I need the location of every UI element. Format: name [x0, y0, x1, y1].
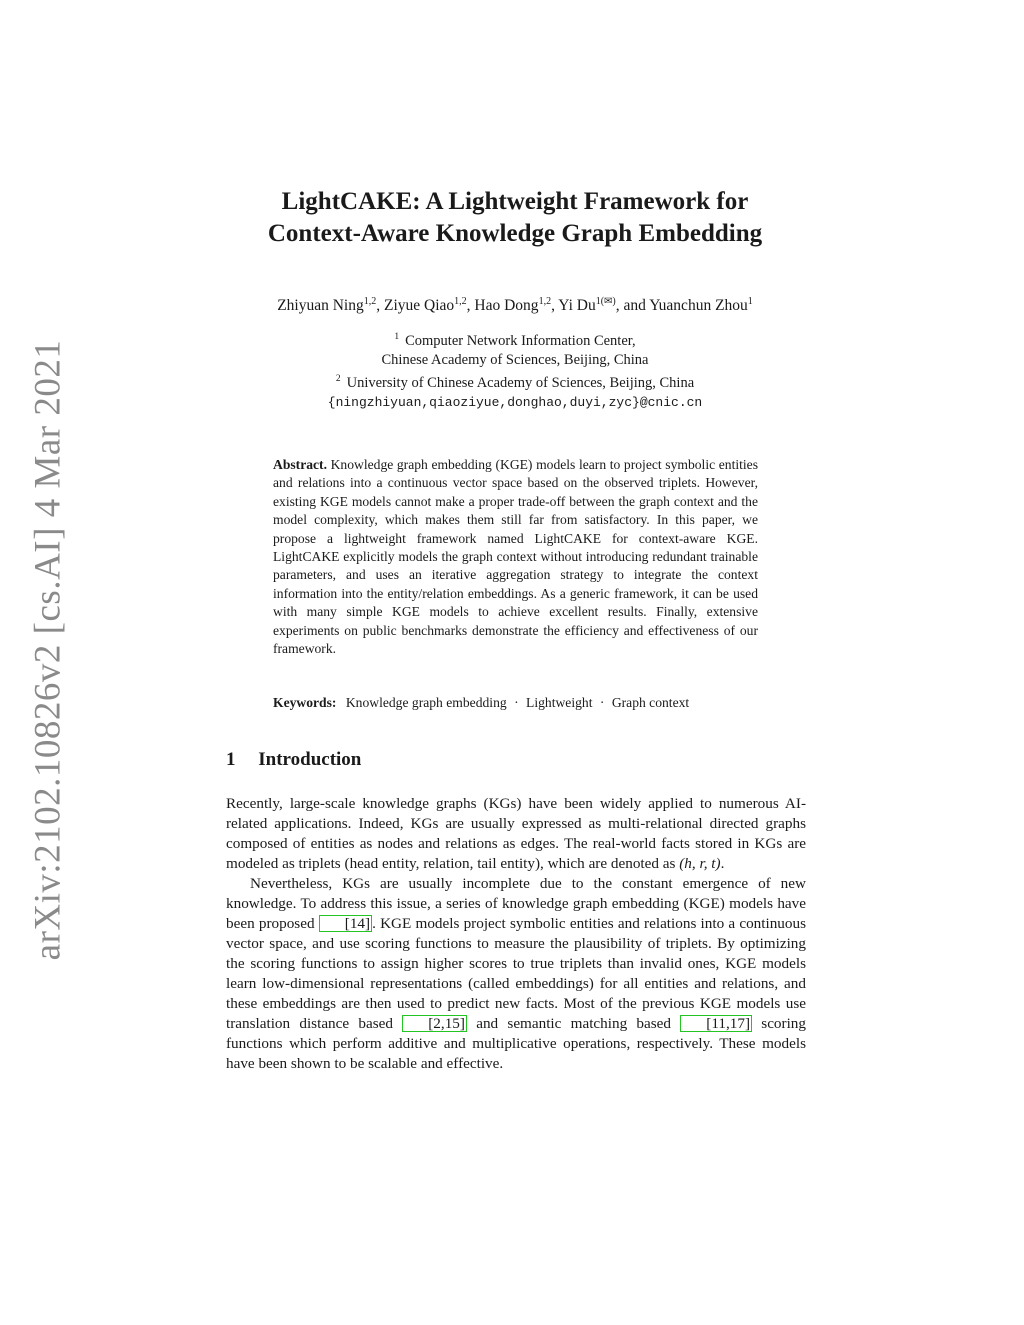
- author-emails: {ningzhiyuan,qiaoziyue,donghao,duyi,zyc}@cnic.cn: [327, 394, 703, 410]
- paper-title: [200, 186, 830, 250]
- author: Zhiyuan Ning$^{1,2}$,: [277, 296, 384, 315]
- paragraph-2: Nevertheless, KGs are usually incomplete due to the constant emergence of new knowledge. To address this issue, a series of knowledge graph embedding (KGE) models have been proposed [14] . KGE models project symbolic entities and relations into a continuous vector space, and use scoring functions to measure the plausibility of triplets. By optimizing the scoring functions to assign higher scores to true triplets than invalid ones, KGE models learn low-dimensional representations (called embeddings) for all entities and relations, and these embeddings are then used to predict new facts. Most of the previous KGE models use translation distance based [2,15] and semantic matching based [11,17] scoring functions which perform additive and multiplicative operations, respectively. These models have been shown to be scalable and effective.: [226, 875, 806, 1072]
- title-line-2: Context-Aware Knowledge Graph Embedding: [267, 220, 763, 247]
- citation-link[interactable]: [2,15]: [402, 1015, 467, 1032]
- author: Ziyue Qiao$^{1,2}$,: [383, 296, 475, 315]
- keyword: Lightweight: [526, 695, 593, 710]
- keywords: [273, 694, 758, 712]
- affiliation-2: $^2$ University of Chinese Academy of Sciences, Beijing, China: [335, 373, 695, 391]
- affiliation-1-line-2: Chinese Academy of Sciences, Beijing, China: [381, 351, 649, 368]
- arxiv-identifier-text: arXiv:2102.10826v2 [cs.AI] 4 Mar 2021: [27, 339, 69, 961]
- section-number: 1: [226, 749, 236, 770]
- keywords-label: Keywords:: [273, 695, 337, 710]
- citation-link[interactable]: [14]: [319, 915, 372, 932]
- triplet-notation: (h, r, t): [679, 855, 721, 872]
- keyword: Graph context: [611, 695, 690, 710]
- author: Yuanchun Zhou$^1$: [649, 296, 753, 315]
- section-title: Introduction: [258, 749, 362, 770]
- keyword-separator: ·: [599, 695, 605, 710]
- section-body: [226, 794, 806, 1074]
- citation-link[interactable]: [11,17]: [680, 1015, 752, 1032]
- abstract-label: Abstract.: [273, 457, 327, 472]
- affiliation-1-line-1: $^1$ Computer Network Information Center,: [394, 332, 636, 349]
- section-heading: [226, 748, 361, 772]
- author: Hao Dong$^{1,2}$,: [474, 296, 559, 315]
- keyword: Knowledge graph embedding: [345, 695, 507, 710]
- abstract-text: Knowledge graph embedding (KGE) models learn to project symbolic entities and relations into a continuous vector space based on the observed triplets. However, existing KGE models cannot make a proper trade-off between the graph context and the model complexity, which makes them still far from satisfactory. In this paper, we propose a lightweight framework named LightCAKE for context-aware KGE. LightCAKE explicitly models the graph context without introducing redundant trainable parameters, and uses an iterative aggregation strategy to integrate the context information into the entity/relation embeddings. As a generic framework, it can be used with many simple KGE models to achieve excellent results. Finally, extensive experiments on public benchmarks demonstrate the efficiency and effectiveness of our framework.: [273, 457, 758, 657]
- abstract: [273, 456, 758, 658]
- keyword-separator: ·: [514, 695, 519, 710]
- paragraph-1: Recently, large-scale knowledge graphs (KGs) have been widely applied to numerous AI-related applications. Indeed, KGs are usually expressed as multi-relational directed graphs composed of entities as nodes and relations as edges. The real-world facts stored in KGs are modeled as triplets (head entity, relation, tail entity), which are denoted as (h, r, t).: [226, 795, 806, 872]
- author-list: [180, 292, 850, 316]
- affiliations: [250, 328, 780, 412]
- author: Yi $Du^{1(✉)}$, and: [558, 296, 650, 315]
- title-line-1: LightCAKE: A Lightweight Framework for: [281, 188, 749, 215]
